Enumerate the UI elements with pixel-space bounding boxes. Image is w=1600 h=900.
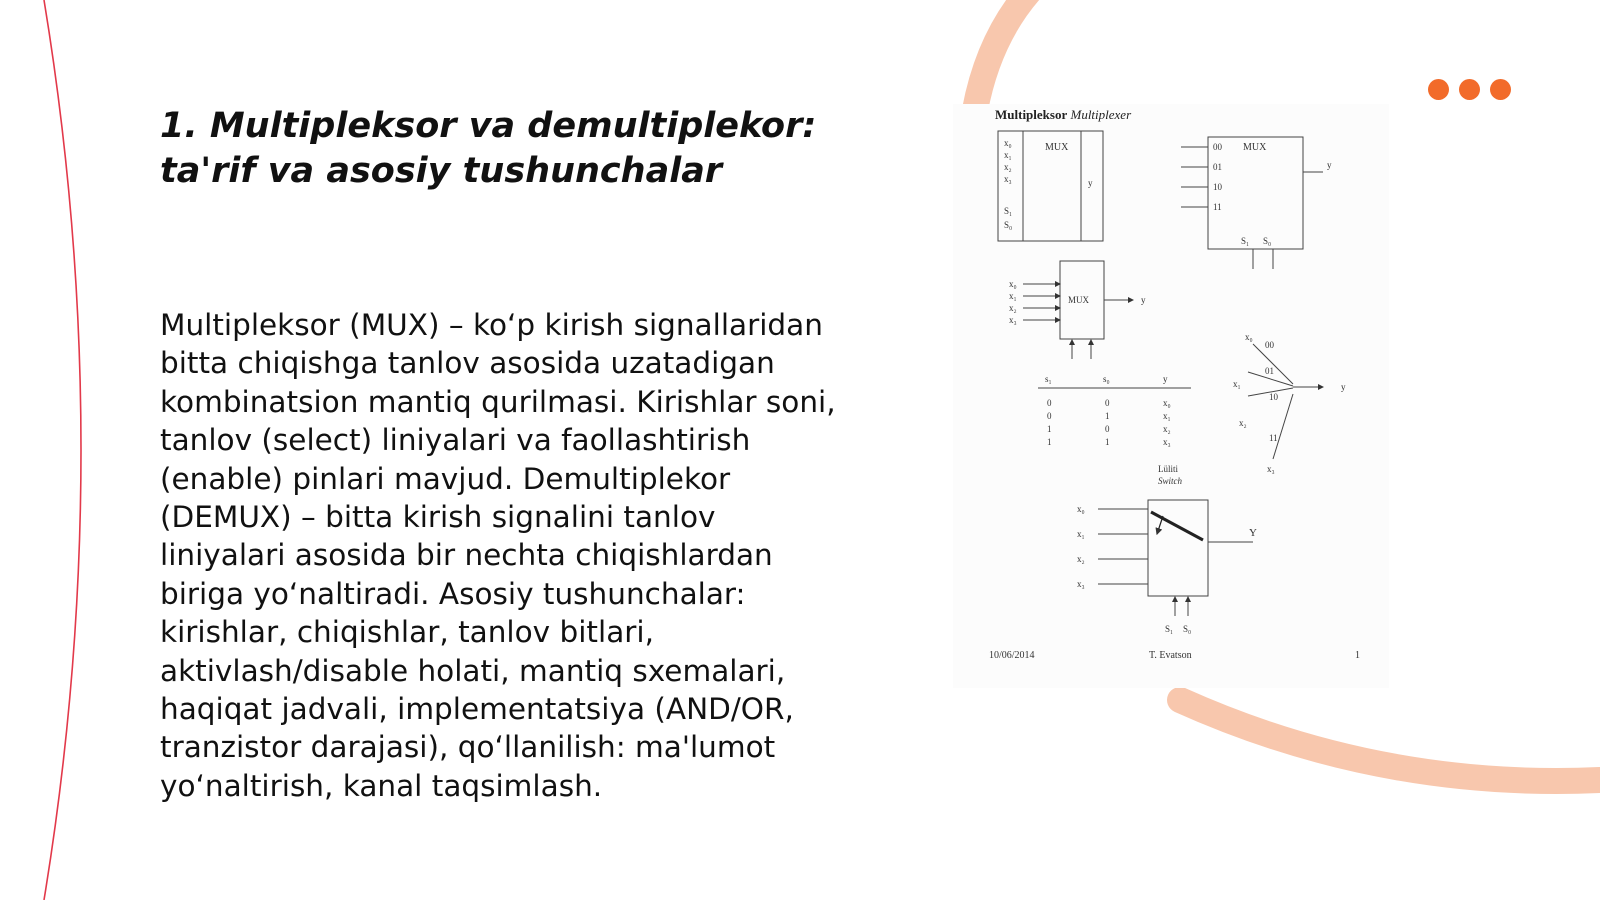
svg-text:x₃: x₃ [1163, 437, 1171, 447]
truth-header-y: y [1163, 374, 1168, 384]
svg-text:00: 00 [1213, 142, 1222, 152]
figure-footer-page: 1 [1355, 650, 1360, 661]
mux-diagram-figure [953, 104, 1389, 688]
svg-text:x₀: x₀ [1245, 332, 1253, 342]
svg-text:11: 11 [1213, 202, 1222, 212]
svg-text:01: 01 [1213, 162, 1222, 172]
svg-text:1: 1 [1105, 411, 1110, 421]
left-curve-line [44, 0, 81, 900]
svg-text:x₃: x₃ [1009, 315, 1017, 325]
more-dots-icon [1428, 79, 1511, 100]
top-arc [975, 0, 1040, 110]
svg-text:x₂: x₂ [1163, 424, 1171, 434]
svg-text:10: 10 [1213, 182, 1222, 192]
svg-text:00: 00 [1265, 340, 1274, 350]
svg-text:x₂: x₂ [1239, 418, 1247, 428]
dot [1459, 79, 1480, 100]
svg-text:x₁: x₁ [1163, 411, 1171, 421]
svg-text:x₃: x₃ [1267, 464, 1275, 474]
mux-label-3: MUX [1068, 295, 1090, 305]
svg-text:0: 0 [1105, 424, 1110, 434]
figure-title-bold: Multipleksor [995, 107, 1068, 122]
svg-text:x₂: x₂ [1004, 162, 1012, 172]
svg-text:0: 0 [1047, 398, 1052, 408]
slide-title [160, 104, 820, 194]
svg-text:S₀: S₀ [1004, 220, 1013, 230]
svg-text:x₃: x₃ [1077, 579, 1085, 589]
bottom-arc [1180, 700, 1600, 781]
svg-text:x₃: x₃ [1004, 174, 1012, 184]
svg-text:S₁: S₁ [1241, 236, 1250, 246]
svg-text:S₀: S₀ [1183, 624, 1192, 634]
svg-text:x₂: x₂ [1009, 303, 1017, 313]
svg-text:x₀: x₀ [1009, 279, 1017, 289]
svg-text:x₂: x₂ [1077, 554, 1085, 564]
dot [1490, 79, 1511, 100]
title-line-2: ta'rif va asosiy tushunchalar [160, 151, 723, 191]
svg-text:y: y [1327, 160, 1332, 170]
figure-footer-author: T. Evatson [1149, 650, 1192, 661]
figure-title-italic: Multiplexer [1070, 107, 1132, 122]
svg-text:01: 01 [1265, 366, 1274, 376]
switch-lever [1151, 512, 1203, 540]
svg-text:10: 10 [1269, 392, 1278, 402]
svg-text:x₀: x₀ [1004, 138, 1012, 148]
svg-text:S₀: S₀ [1263, 236, 1272, 246]
svg-text:Y: Y [1249, 527, 1257, 539]
svg-text:11: 11 [1269, 433, 1278, 443]
svg-text:0: 0 [1105, 398, 1110, 408]
dot [1428, 79, 1449, 100]
mux-diagrams [953, 104, 1389, 688]
title-line-1: 1. Multipleksor va demultiplekor: [160, 106, 817, 146]
svg-text:x₁: x₁ [1077, 529, 1085, 539]
svg-text:y: y [1088, 178, 1093, 188]
mux-block-2 [1208, 137, 1303, 249]
mux-label-1: MUX [1045, 142, 1069, 153]
svg-text:y: y [1141, 295, 1146, 305]
svg-text:x₀: x₀ [1077, 504, 1085, 514]
svg-text:x₀: x₀ [1163, 398, 1171, 408]
svg-text:x₁: x₁ [1009, 291, 1017, 301]
svg-text:1: 1 [1047, 437, 1052, 447]
svg-text:S₁: S₁ [1165, 624, 1174, 634]
svg-text:S₁: S₁ [1004, 206, 1013, 216]
svg-text:0: 0 [1047, 411, 1052, 421]
svg-text:1: 1 [1105, 437, 1110, 447]
svg-text:1: 1 [1047, 424, 1052, 434]
figure-footer-date: 10/06/2014 [989, 650, 1035, 661]
svg-text:y: y [1341, 382, 1346, 392]
switch-label: Lüliti [1158, 464, 1178, 474]
truth-header-s1: s₁ [1045, 374, 1052, 384]
mux-label-2: MUX [1243, 142, 1267, 153]
svg-text:x₁: x₁ [1233, 379, 1241, 389]
svg-text:x₁: x₁ [1004, 150, 1012, 160]
switch-label-italic: Switch [1158, 476, 1182, 486]
truth-header-s0: s₀ [1103, 374, 1110, 384]
slide-body-text: Multipleksor (MUX) – ko‘p kirish signallaridan bitta chiqishga tanlov asosida uzatadigan kombinatsion mantiq qurilmasi. Kirishlar soni, tanlov (select) liniyalari va faollashtirish (enable) pinlari mavjud. Demultiplekor (DEMUX) – bitta kirish signalini tanlov liniyalari asosida bir nechta chiqishlardan biriga yo‘naltiradi. Asosiy tushunchalar: kirishlar, chiqishlar, tanlov bitlari, aktivlash/disable holati, mantiq sxemalari, haqiqat jadvali, implementatsiya (AND/OR, tranzistor darajasi), qo‘llanilish: ma'lumot yo‘naltirish, kanal taqsimlash. [160, 308, 836, 803]
